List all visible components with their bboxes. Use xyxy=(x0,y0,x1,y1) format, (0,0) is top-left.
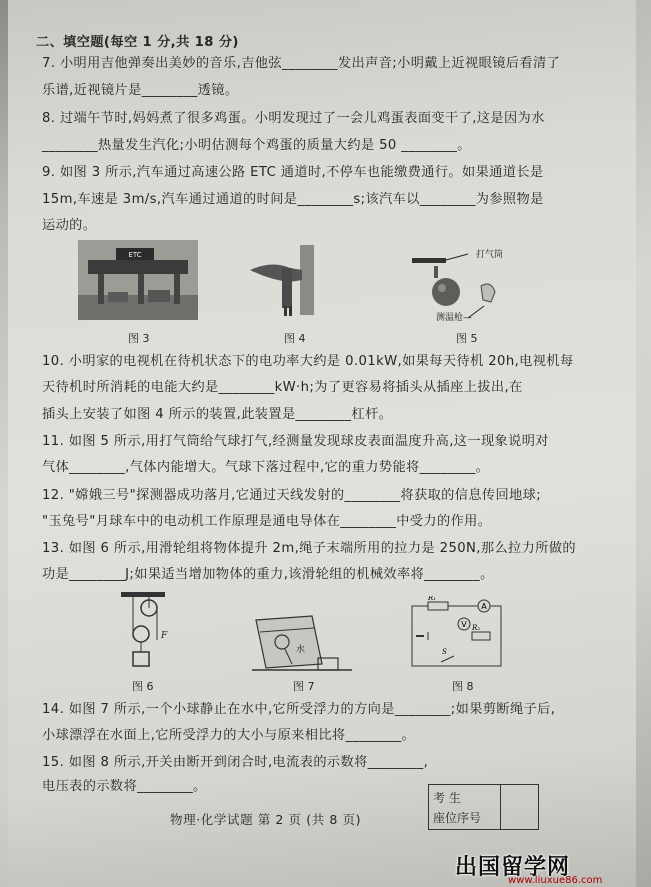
q9-line2: 15m,车速是 3m/s,汽车通过通道的时间是________s;该汽车以________为参照物是 xyxy=(42,192,544,207)
q10-line2: 天待机时所消耗的电能大约是________kW·h;为了更容易将插头从插座上拔出,在 xyxy=(42,380,523,395)
svg-text:水: 水 xyxy=(296,645,306,655)
q13-line2: 功是________J;如果适当增加物体的重力,该滑轮组的机械效率将________。 xyxy=(42,567,494,582)
figure-6-caption: 图 6 xyxy=(132,680,154,693)
seat-box-label-bottom: 座位序号 xyxy=(433,811,482,825)
figure-3-etc-lane xyxy=(78,240,198,320)
svg-text:R₁: R₁ xyxy=(428,596,437,602)
q9-line1: 9. 如图 3 所示,汽车通过高速公路 ETC 通道时,不停车也能缴费通行。如果通道长是 xyxy=(42,165,544,180)
svg-text:打气筒: 打气筒 xyxy=(476,250,504,260)
figure-6-pulley xyxy=(113,590,183,670)
q8-line1: 8. 过端午节时,妈妈煮了很多鸡蛋。小明发现过了一会儿鸡蛋表面变干了,这是因为水 xyxy=(42,111,545,126)
section-heading: 二、填空题(每空 1 分,共 18 分) xyxy=(36,35,239,50)
figure-8-caption: 图 8 xyxy=(452,680,474,693)
page-footer: 物理·化学试题 第 2 页 (共 8 页) xyxy=(170,812,362,827)
q11-line1: 11. 如图 5 所示,用打气筒给气球打气,经测量发现球皮表面温度升高,这一现象说明对 xyxy=(42,434,549,449)
q14-line1: 14. 如图 7 所示,一个小球静止在水中,它所受浮力的方向是________;如果剪断绳子后, xyxy=(42,702,556,717)
figure-5-caption: 图 5 xyxy=(456,332,478,345)
seat-box-label-top: 考 生 xyxy=(433,791,461,805)
seat-box-divider xyxy=(500,785,501,829)
q14-line2: 小球漂浮在水面上,它所受浮力的大小与原来相比将________。 xyxy=(42,728,416,743)
exam-page xyxy=(8,0,636,887)
q11-line2: 气体________,气体内能增大。气球下落过程中,它的重力势能将________。 xyxy=(42,460,490,475)
q13-line1: 13. 如图 6 所示,用滑轮组将物体提升 2m,绳子末端所用的拉力是 250N,那么拉力所做的 xyxy=(42,541,576,556)
q12-line2: "玉兔号"月球车中的电动机工作原理是通电导体在________中受力的作用。 xyxy=(42,514,492,529)
figure-4-plug-device xyxy=(242,240,322,320)
watermark-url: www.liuxue86.com xyxy=(508,875,603,886)
svg-text:F: F xyxy=(161,631,168,641)
q12-line1: 12. "嫦娥三号"探测器成功落月,它通过天线发射的________将获取的信息传回地球; xyxy=(42,488,542,503)
q9-line3: 运动的。 xyxy=(42,218,97,233)
svg-text:A: A xyxy=(481,602,487,611)
q10-line1: 10. 小明家的电视机在待机状态下的电功率大约是 0.01kW,如果每天待机 20h,电视机每 xyxy=(42,354,574,369)
svg-text:ETC: ETC xyxy=(128,251,142,259)
watermark-logo: 出国留学网 xyxy=(455,855,571,880)
svg-text:V: V xyxy=(461,620,467,629)
svg-text:测温枪—: 测温枪— xyxy=(436,313,473,323)
figure-4-caption: 图 4 xyxy=(284,332,306,345)
q7-line1: 7. 小明用吉他弹奏出美妙的音乐,吉他弦________发出声音;小明戴上近视眼镜后看清了 xyxy=(42,56,561,71)
q7-line2: 乐谱,近视镜片是________透镜。 xyxy=(42,83,239,98)
figure-7-beaker xyxy=(252,612,352,672)
q8-line2: ________热量发生汽化;小明估测每个鸡蛋的质量大约是 50 ________。 xyxy=(42,138,471,153)
figure-5-balloon-pump xyxy=(406,240,526,330)
figure-7-caption: 图 7 xyxy=(293,680,315,693)
figure-3-caption: 图 3 xyxy=(128,332,150,345)
svg-text:R₂: R₂ xyxy=(472,624,481,632)
seat-number-box xyxy=(428,784,539,830)
figure-8-circuit xyxy=(406,596,516,671)
svg-text:S: S xyxy=(442,648,447,656)
q15-line2: 电压表的示数将________。 xyxy=(42,779,207,794)
q15-line1: 15. 如图 8 所示,开关由断开到闭合时,电流表的示数将________, xyxy=(42,755,429,770)
q10-line3: 插头上安装了如图 4 所示的装置,此装置是________杠杆。 xyxy=(42,407,393,422)
